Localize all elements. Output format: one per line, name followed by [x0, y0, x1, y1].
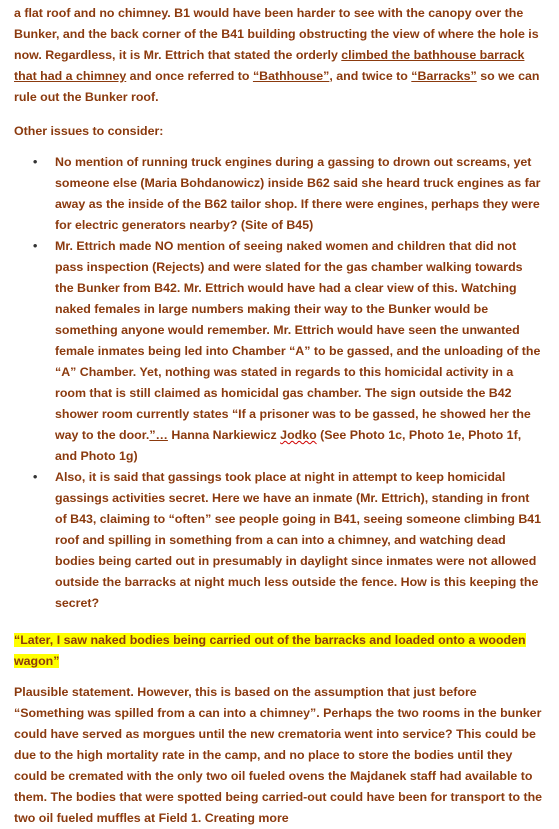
- list-item: [33, 236, 543, 467]
- quote-text: “Later, I saw naked bodies being carried out of the barracks and loaded onto a wooden wagon”: [14, 633, 526, 668]
- list-item: [33, 467, 543, 614]
- paragraph-other-issues: Other issues to consider:: [14, 124, 164, 138]
- list-item-text: Also, it is said that gassings took place at night in attempt to keep homicidal gassings activities secret. Here we have an inmate (Mr. Ettrich), standing in front of B43, claiming to “often” see people going in B41, seeing someone climbing B41 roof and spilling in something from a can into a chimney, and watching dead bodies being carted out in presumably in daylight since inmates were not allowed outside the barracks at night much less outside the fence. How is this keeping the secret?: [55, 470, 542, 610]
- text-run: so we can rule out the Bunker roof.: [14, 69, 540, 104]
- link-climbed-bathhouse[interactable]: climbed the bathhouse barrack that had a chimney: [14, 48, 525, 83]
- bullet-icon: •: [33, 239, 38, 253]
- text-run: and once referred to: [126, 69, 253, 83]
- list-item-text: No mention of running truck engines during a gassing to drown out screams, yet someone else (Maria Bohdanowicz) inside B62 said she heard truck engines as far away as the inside of the B62 tailor shop. If there were engines, perhaps they were for electric generators nearby? (Site of B45): [55, 155, 541, 232]
- spellcheck-word: Jodko: [280, 428, 317, 442]
- text-run: , and twice to: [329, 69, 412, 83]
- link-bathhouse[interactable]: “Bathhouse”: [252, 69, 330, 83]
- text-run: a flat roof and no chimney. B1 would have been harder to see with the canopy over the Bunker, and the back corner of the B41 building obstructing the view of where the hole is now. Regardless, it is Mr. Ettrich that stated the orderly: [14, 6, 539, 62]
- paragraph-plausible: Plausible statement. However, this is based on the assumption that just before “Something was spilled from a can into a chimney”. Perhaps the two rooms in the bunker could have served as morgues until the new crematoria went into service? This could be due to the high mortality rate in the camp, and no place to store the bodies until they could be cremated with the only two oil fueled ovens the Majdanek staff had available to them. The bodies that were spotted being carried-out could have been for transport to the two oil fueled muffles at Field 1. Creating more: [14, 685, 543, 825]
- text-run: (See Photo 1c, Photo 1e, Photo 1f, and Photo 1g): [55, 428, 522, 463]
- link-quote-end[interactable]: ”…: [149, 428, 168, 442]
- highlighted-quote: [14, 630, 543, 672]
- list-item-text: Mr. Ettrich made NO mention of seeing naked women and children that did not pass inspection (Rejects) and were slated for the gas chamber walking towards the Bunker from B42. Mr. Ettrich would have had a clear view of this. Watching naked females in large numbers making their way to the Bunker would be something anyone would remember. Mr. Ettrich would have seen the unwanted female inmates being led into Chamber “A” to be gassed, and the unloading of the “A” Chamber. Yet, nothing was stated in regards to this homicidal activity in a room that is still claimed as homicidal gas chamber. The sign outside the B42 shower room currently states “If a prisoner was to be gassed, he showed her the way to the door.: [55, 239, 541, 442]
- list-item: [33, 152, 543, 236]
- paragraph-intro: [14, 3, 543, 108]
- link-barracks[interactable]: “Barracks”: [411, 69, 477, 83]
- bullet-icon: •: [33, 470, 38, 484]
- text-run: Hanna Narkiewicz: [167, 428, 281, 442]
- bullet-list: [14, 152, 543, 614]
- bullet-icon: •: [33, 155, 38, 169]
